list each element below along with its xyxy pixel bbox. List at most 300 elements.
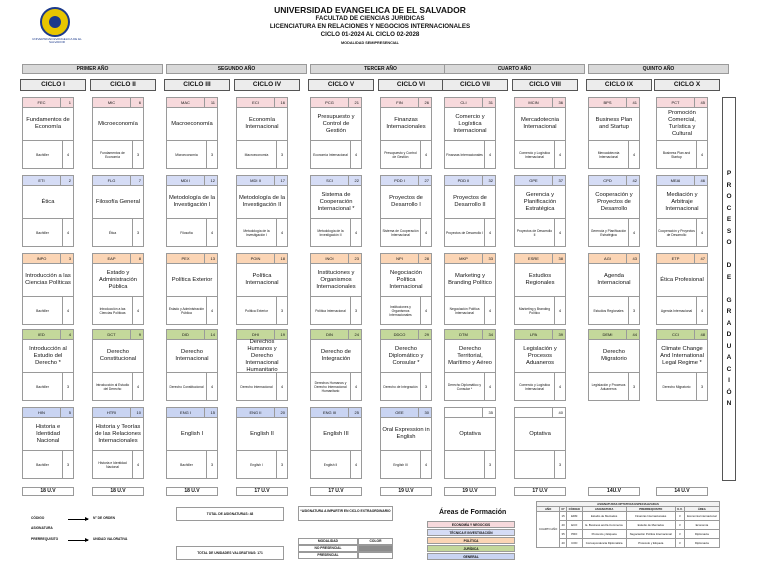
optional-table-cell: 40 <box>560 521 567 530</box>
course-card[interactable] <box>514 253 566 325</box>
course-order-number: 30 <box>419 408 431 418</box>
course-order-number: 25 <box>349 408 361 418</box>
course-card[interactable] <box>310 329 362 401</box>
graduation-letter: C <box>726 365 732 373</box>
graduation-letter: R <box>726 181 732 189</box>
cycle-uv-total: 17 U.V <box>236 487 288 496</box>
course-code: PDD II <box>445 176 483 186</box>
course-order-number: 47 <box>695 254 707 264</box>
course-order-number: 37 <box>553 176 565 186</box>
course-card[interactable] <box>236 97 288 169</box>
course-code: BPS <box>589 98 627 108</box>
course-order-number: 27 <box>419 176 431 186</box>
course-code: DEMI <box>589 330 627 340</box>
course-name: Derecho Internacional <box>175 349 209 362</box>
course-name: Microeconomía <box>98 120 138 127</box>
course-name: Instituciones y Organismos Internacionales <box>316 269 356 290</box>
total-uv: TOTAL DE UNIDADES VALORATIVAS: 171 <box>176 546 284 560</box>
course-code: FIN <box>381 98 419 108</box>
optional-table-cell: Diplomacia <box>684 539 719 548</box>
course-code: SCI <box>311 176 349 186</box>
course-card[interactable] <box>236 175 288 247</box>
course-prerequisite: Instituciones y Organismos Internacionales <box>381 296 421 324</box>
course-code: AGI <box>589 254 627 264</box>
optional-table-cell: 3 <box>675 512 684 521</box>
course-uv: 4 <box>697 218 707 246</box>
course-code: ECI <box>237 98 275 108</box>
course-code: DHI <box>237 330 275 340</box>
graduation-letter: I <box>728 377 730 385</box>
course-card[interactable] <box>656 329 708 401</box>
year-header: QUINTO AÑO <box>588 64 729 74</box>
course-uv: 4 <box>207 372 217 400</box>
course-code: INPO <box>23 254 61 264</box>
course-card[interactable] <box>588 329 640 401</box>
graduation-letter: D <box>726 262 732 270</box>
course-order-number: 45 <box>695 98 707 108</box>
course-uv: 4 <box>351 140 361 168</box>
course-name: Business Plan and Startup <box>595 117 633 130</box>
course-uv: 4 <box>351 218 361 246</box>
graduation-letter: D <box>726 331 732 339</box>
course-prerequisite: Historia e Identidad Nacional <box>93 450 133 478</box>
course-order-number: 20 <box>275 408 287 418</box>
course-name: Estudios Regionales <box>525 273 555 286</box>
course-prerequisite: Derecho Constitucional <box>167 372 207 400</box>
course-order-number: 11 <box>205 98 217 108</box>
optional-table-cell: Finanzas Internacionales <box>626 512 675 521</box>
course-code: DID <box>167 330 205 340</box>
course-name: Oral Expression in English <box>382 427 430 440</box>
year-header: PRIMER AÑO <box>22 64 163 74</box>
optional-table-cell: 35 <box>560 530 567 539</box>
course-code: PEX <box>167 254 205 264</box>
year-header: CUARTO AÑO <box>444 64 585 74</box>
graduation-letter: S <box>726 227 732 235</box>
graduation-letter: N <box>726 400 732 408</box>
course-order-number: 7 <box>131 176 143 186</box>
cycle-uv-total: 18 U.V <box>22 487 74 496</box>
course-code: HIN <box>23 408 61 418</box>
course-card[interactable] <box>166 407 218 479</box>
course-prerequisite: Estado y Administración Pública <box>167 296 207 324</box>
graduation-letter: C <box>726 204 732 212</box>
optional-table-header: ASIGNATURA <box>582 507 626 512</box>
course-code <box>515 408 553 418</box>
course-code: GPE <box>515 176 553 186</box>
course-order-number: 22 <box>349 176 361 186</box>
table-row <box>537 530 720 539</box>
course-uv: 4 <box>277 372 287 400</box>
optional-table-header: N° <box>561 506 565 511</box>
course-prerequisite: Bachiller <box>23 140 63 168</box>
course-prerequisite: Gerencia y Planificación Estratégica <box>589 218 629 246</box>
course-uv: 3 <box>697 372 707 400</box>
course-name: Comercio y Logística Internacional <box>453 113 487 134</box>
modality-title: MODALIDAD SEMIPRESENCIAL <box>340 40 399 45</box>
course-prerequisite: Business Plan and Startup <box>657 140 697 168</box>
course-order-number: 23 <box>349 254 361 264</box>
course-card[interactable] <box>166 97 218 169</box>
course-prerequisite: Economía Internacional <box>311 140 351 168</box>
legend-order: N° DE ORDEN <box>93 516 116 520</box>
course-uv: 4 <box>351 450 361 478</box>
course-uv: 4 <box>63 140 73 168</box>
course-uv: 4 <box>485 296 495 324</box>
course-name: Promoción Comercial, Turística y Cultural <box>668 110 696 137</box>
course-uv: 3 <box>629 296 639 324</box>
course-prerequisite: Bachiller <box>23 296 63 324</box>
table-row <box>537 512 720 521</box>
course-order-number: 26 <box>419 98 431 108</box>
course-order-number: 41 <box>627 98 639 108</box>
course-card[interactable] <box>588 253 640 325</box>
optional-table-header: U.V. <box>677 506 683 511</box>
course-card[interactable] <box>22 329 74 401</box>
period-title: CICLO 01-2024 AL CICLO 02-2028 <box>320 31 420 39</box>
course-prerequisite <box>445 450 485 478</box>
course-code: CPD <box>589 176 627 186</box>
course-uv: 4 <box>421 296 431 324</box>
course-name: Historia y Teorías de las Relaciones Internacionales <box>95 423 141 444</box>
course-code: DTM <box>445 330 483 340</box>
course-code: DCT <box>93 330 131 340</box>
course-prerequisite: Marketing y Branding Político <box>515 296 555 324</box>
course-order-number: 24 <box>349 330 361 340</box>
course-code: MAC <box>167 98 205 108</box>
course-order-number: 31 <box>483 98 495 108</box>
optional-table-cell: 40 <box>560 539 567 548</box>
course-uv: 3 <box>277 296 287 324</box>
course-card[interactable] <box>588 175 640 247</box>
course-name: Política Internacional <box>245 273 279 286</box>
course-prerequisite: Filosofía <box>167 218 207 246</box>
course-code: POIN <box>237 254 275 264</box>
course-card[interactable] <box>444 407 496 479</box>
course-uv: 3 <box>421 372 431 400</box>
course-uv: 4 <box>63 296 73 324</box>
cycle-header: CICLO VII <box>442 79 508 91</box>
course-order-number: 32 <box>483 176 495 186</box>
graduation-letter: E <box>726 216 732 224</box>
course-prerequisite: Derecho Migratorio <box>657 372 697 400</box>
course-code: ENG III <box>311 408 349 418</box>
course-code: ENG II <box>237 408 275 418</box>
course-code: IED <box>23 330 61 340</box>
graduation-letter: A <box>726 354 732 362</box>
course-card[interactable] <box>92 407 144 479</box>
course-card[interactable] <box>380 97 432 169</box>
course-uv: 4 <box>351 372 361 400</box>
course-code: OEE <box>381 408 419 418</box>
course-code: ENG I <box>167 408 205 418</box>
course-prerequisite: Metodología de la Investigación II <box>311 218 351 246</box>
course-card[interactable] <box>310 97 362 169</box>
area-item: GENERAL <box>427 553 515 560</box>
course-code <box>445 408 483 418</box>
course-name: Sistema de Cooperación Internacional * <box>317 191 355 212</box>
course-name: Cooperación y Proyectos de Desarrollo <box>595 191 633 212</box>
course-card[interactable] <box>514 97 566 169</box>
course-prerequisite: Negociación Política Internacional <box>445 296 485 324</box>
course-card[interactable] <box>588 97 640 169</box>
course-card[interactable] <box>514 175 566 247</box>
course-name: Mercadotecnia Internacional <box>520 117 560 130</box>
table-row <box>537 521 720 530</box>
course-uv: 4 <box>133 296 143 324</box>
course-prerequisite: Derecho Diplomático y Consular * <box>445 372 485 400</box>
course-name: Ética Profesional <box>660 276 704 283</box>
course-card[interactable] <box>92 329 144 401</box>
area-item: TÉCNICA E INVESTIGACIÓN <box>427 529 515 536</box>
course-prerequisite: Introducción al Estudio del Derecho <box>93 372 133 400</box>
optional-table-cell: PRO <box>566 530 582 539</box>
course-prerequisite: Presupuesto y Control de Gestión <box>381 140 421 168</box>
course-name: Optativa <box>459 430 481 437</box>
course-prerequisite: Microeconomía <box>167 140 207 168</box>
course-prerequisite: Introducción a las Ciencias Políticas <box>93 296 133 324</box>
course-code: ETP <box>657 254 695 264</box>
course-order-number: 35 <box>483 408 495 418</box>
course-card[interactable] <box>380 253 432 325</box>
course-order-number: 36 <box>553 98 565 108</box>
course-card[interactable] <box>22 407 74 479</box>
course-card[interactable] <box>656 97 708 169</box>
cycle-uv-total: 19 U.V <box>380 487 432 496</box>
course-name: Política Exterior <box>171 276 213 283</box>
course-prerequisite: Política Internacional <box>311 296 351 324</box>
cycle-uv-total: 18 U.V <box>92 487 144 496</box>
course-name: Proyectos de Desarrollo I <box>389 195 423 208</box>
course-uv: 4 <box>629 140 639 168</box>
course-order-number: 13 <box>205 254 217 264</box>
course-order-number: 21 <box>349 98 361 108</box>
cycle-header: CICLO IX <box>586 79 652 91</box>
course-code: ESRE <box>515 254 553 264</box>
graduation-letter: U <box>726 342 732 350</box>
legend-uv: UNIDAD VALORATIVA <box>93 537 128 541</box>
course-uv: 4 <box>421 450 431 478</box>
non-presential-label: NO PRESENCIAL <box>298 545 358 552</box>
course-uv: 3 <box>63 450 73 478</box>
course-uv: 4 <box>207 296 217 324</box>
course-card[interactable] <box>22 97 74 169</box>
course-prerequisite: Proyectos de Desarrollo I <box>445 218 485 246</box>
course-card[interactable] <box>444 97 496 169</box>
course-uv: 3 <box>277 450 287 478</box>
course-order-number: 10 <box>131 408 143 418</box>
course-name: Optativa <box>529 430 551 437</box>
graduation-letter <box>728 283 730 295</box>
course-prerequisite: Estudios Regionales <box>589 296 629 324</box>
legend-prereq: PRERREQUISITO <box>31 537 59 541</box>
course-uv: 4 <box>133 450 143 478</box>
cycle-uv-total: 17 U.V <box>514 487 566 496</box>
graduation-letter: G <box>726 296 732 304</box>
course-card[interactable] <box>166 175 218 247</box>
course-card[interactable] <box>236 407 288 479</box>
course-prerequisite: Ética <box>93 218 133 246</box>
course-card[interactable] <box>310 175 362 247</box>
course-uv: 4 <box>485 218 495 246</box>
course-uv: 4 <box>421 140 431 168</box>
course-order-number: 5 <box>61 408 73 418</box>
extraordinary-note: *ASIGNATURA A IMPARTIR EN CICLO EXTRAORDINARIO <box>298 506 393 521</box>
course-prerequisite: Cooperación y Proyectos de Desarrollo <box>657 218 697 246</box>
graduation-letter: Ó <box>726 388 732 396</box>
course-card[interactable] <box>514 407 566 479</box>
course-uv: 3 <box>277 140 287 168</box>
course-code: ETI <box>23 176 61 186</box>
course-uv: 3 <box>63 372 73 400</box>
optional-year-cell: CUARTO AÑO <box>537 512 560 548</box>
course-uv: 4 <box>697 140 707 168</box>
course-card[interactable] <box>92 253 144 325</box>
optional-table-cell: 3 <box>675 521 684 530</box>
course-prerequisite: Finanzas Internacionales <box>445 140 485 168</box>
course-name: English I <box>180 430 204 437</box>
course-order-number: 15 <box>205 408 217 418</box>
course-prerequisite: Mercadotecnia Internacional <box>589 140 629 168</box>
cycle-header: CICLO I <box>20 79 86 91</box>
course-card[interactable] <box>236 329 288 401</box>
course-prerequisite: English II <box>311 450 351 478</box>
course-prerequisite: Bachiller <box>23 450 63 478</box>
course-name: Estado y Administración Pública <box>98 269 138 290</box>
optional-table-cell: 15 <box>560 512 567 521</box>
course-name: Derecho Constitucional <box>99 349 137 362</box>
course-code: PDD I <box>381 176 419 186</box>
course-card[interactable] <box>310 407 362 479</box>
course-name: Metodología de la Investigación I <box>168 195 216 208</box>
course-uv: 4 <box>133 372 143 400</box>
optional-table-header: ÁREA <box>684 507 719 512</box>
course-code: PCG <box>311 98 349 108</box>
course-uv: 4 <box>555 218 565 246</box>
graduation-letter <box>728 249 730 261</box>
cycle-header: CICLO II <box>90 79 156 91</box>
graduation-process-label <box>722 97 736 481</box>
optional-table-cell: Protocolo y Etiqueta <box>582 530 626 539</box>
cycle-uv-total: 17 U.V <box>310 487 362 496</box>
course-order-number: 44 <box>627 330 639 340</box>
course-card[interactable] <box>380 175 432 247</box>
course-name: Historia e Identidad Nacional <box>35 423 61 444</box>
course-card[interactable] <box>22 253 74 325</box>
course-order-number: 29 <box>419 330 431 340</box>
course-code: NPI <box>381 254 419 264</box>
course-code: PCT <box>657 98 695 108</box>
cycle-header: CICLO V <box>308 79 374 91</box>
course-code: MCIN <box>515 98 553 108</box>
areas-title: Áreas de Formación <box>439 509 507 516</box>
graduation-letter: O <box>726 239 732 247</box>
course-card[interactable] <box>22 175 74 247</box>
optional-table-cell: Economía <box>684 521 719 530</box>
year-header: SEGUNDO AÑO <box>166 64 307 74</box>
optional-table-cell: E- Business and E-Commerce <box>582 521 626 530</box>
course-order-number: 34 <box>483 330 495 340</box>
cycle-uv-total: 18 U.V <box>166 487 218 496</box>
course-name: Filosofía General <box>95 198 141 205</box>
course-name: Legislación y Procesos Aduaneros <box>523 345 557 366</box>
course-name: English III <box>323 430 349 437</box>
course-uv: 4 <box>555 140 565 168</box>
course-uv: 4 <box>63 218 73 246</box>
course-prerequisite: Bachiller <box>23 218 63 246</box>
area-item: JURÍDICA <box>427 545 515 552</box>
course-card[interactable] <box>166 253 218 325</box>
course-name: Finanzas Internacionales <box>386 117 426 130</box>
area-item: ECONOMÍA Y NEGOCIOS <box>427 521 515 528</box>
modality-header: MODALIDAD <box>298 538 358 545</box>
course-uv: 4 <box>485 140 495 168</box>
course-order-number: 8 <box>131 254 143 264</box>
cycle-uv-total: 14U.V <box>588 487 640 496</box>
course-card[interactable] <box>310 253 362 325</box>
course-name: Derechos Humanos y Derecho Internacional Humanitario <box>245 338 279 373</box>
course-uv: 4 <box>697 296 707 324</box>
course-card[interactable] <box>380 407 432 479</box>
course-card[interactable] <box>656 175 708 247</box>
course-card[interactable] <box>656 253 708 325</box>
course-name: Derecho de Integración <box>321 349 351 362</box>
course-code: FEC <box>23 98 61 108</box>
course-prerequisite: Derecho Internacional <box>237 372 277 400</box>
legend-code: CÓDIGO <box>31 516 45 520</box>
optional-subjects-table <box>536 501 720 548</box>
course-name: Metodología de la Investigación II <box>238 195 286 208</box>
course-code: FLG <box>93 176 131 186</box>
course-order-number: 12 <box>205 176 217 186</box>
course-name: Derecho Territorial, Marítimo y Aéreo <box>448 345 492 366</box>
course-order-number: 42 <box>627 176 639 186</box>
cycle-header: CICLO VIII <box>512 79 578 91</box>
course-order-number: 9 <box>131 330 143 340</box>
course-card[interactable] <box>166 329 218 401</box>
course-card[interactable] <box>514 329 566 401</box>
course-card[interactable] <box>444 253 496 325</box>
course-card[interactable] <box>92 97 144 169</box>
optional-table-title: ASIGNATURAS OPTATIVAS ESPECIALIZADAS <box>537 502 720 507</box>
university-title: UNIVERSIDAD EVANGELICA DE EL SALVADOR <box>274 5 466 15</box>
course-name: Mediación y Arbitraje Internacional <box>665 191 699 212</box>
course-prerequisite: Política Exterior <box>237 296 277 324</box>
course-prerequisite: Macroeconomía <box>237 140 277 168</box>
course-uv: 3 <box>207 140 217 168</box>
course-card[interactable] <box>92 175 144 247</box>
course-card[interactable] <box>380 329 432 401</box>
course-uv: 4 <box>421 218 431 246</box>
optional-table-header: CÓDIGO <box>566 507 582 512</box>
logo-text: UNIVERSIDAD EVANGELICA DE EL SALVADOR <box>32 37 82 44</box>
optional-table-cell: 3 <box>675 539 684 548</box>
optional-table-cell: Negociación Política Internacional <box>626 530 675 539</box>
course-card[interactable] <box>236 253 288 325</box>
graduation-letter: A <box>726 319 732 327</box>
course-prerequisite: Bachiller <box>23 372 63 400</box>
graduation-letter: P <box>726 170 732 178</box>
course-name: Macroeconomía <box>171 120 213 127</box>
course-prerequisite: Metodología de la Investigación I <box>237 218 277 246</box>
optional-table-cell: Estudio de Mercados <box>582 512 626 521</box>
optional-table-cell: Correspondencia Diplomática <box>582 539 626 548</box>
course-prerequisite: Bachiller <box>167 450 207 478</box>
course-card[interactable] <box>444 329 496 401</box>
table-row <box>537 539 720 548</box>
course-card[interactable] <box>444 175 496 247</box>
course-uv: 4 <box>207 218 217 246</box>
